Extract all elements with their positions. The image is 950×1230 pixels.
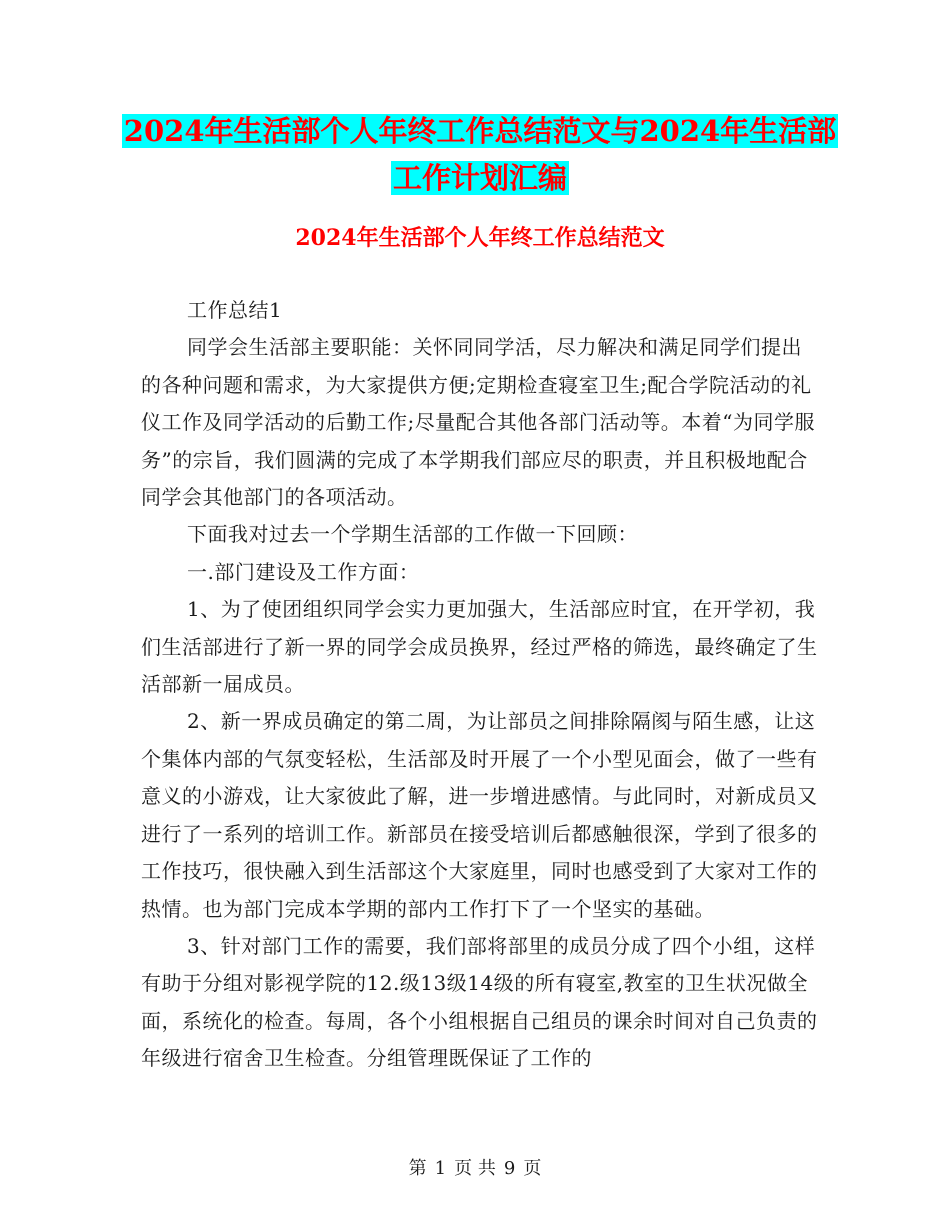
section-heading: 2024年生活部个人年终工作总结范文 [295,225,665,251]
total-pages: 9 [503,1158,516,1179]
title-line-1: 2024年生活部个人年终工作总结范文与2024年生活部 [123,114,837,148]
footer-label-page: 第 [408,1158,427,1179]
document-body [141,292,821,1078]
page-number: 1 [434,1158,447,1179]
paragraph: 一.部门建设及工作方面： [187,559,420,584]
paragraph: 同学会生活部主要职能：关怀同同学活，尽力解决和满足同学们提出的各种问题和需求，为大家提供方便;定期检查寝室卫生;配合学院活动的礼仪工作及同学活动的后勤工作;尽量配合其他各部门活动等。本着“为同学服务”的宗旨，我们圆满的完成了本学期我们部应尽的职责，并且积极地配合同学会其他部门的各项活动。 [141,335,815,510]
footer-label-pages: 页 [523,1158,542,1179]
title-line-2: 工作计划汇编 [392,161,567,195]
paragraph: 2、新一界成员确定的第二周，为让部员之间排除隔阂与陌生感，让这个集体内部的气氛变轻松，生活部及时开展了一个小型见面会，做了一些有意义的小游戏，让大家彼此了解，进一步增进感情。与此同时，对新成员又进行了一系列的培训工作。新部员在接受培训后都感触很深，学到了很多的工作技巧，很快融入到生活部这个大家庭里，同时也感受到了大家对工作的热情。也为部门完成本学期的部内工作打下了一个坚实的基础。 [141,709,818,921]
footer-label-of: 页 共 [454,1158,496,1179]
document-title [100,108,860,202]
paragraph: 下面我对过去一个学期生活部的工作做一下回顾： [187,522,638,547]
paragraph: 1、为了使团组织同学会实力更加强大，生活部应时宜，在开学初，我们生活部进行了新一界的同学会成员换界，经过严格的筛选，最终确定了生活部新一届成员。 [141,597,818,697]
paragraph: 3、针对部门工作的需要，我们部将部里的成员分成了四个小组，这样有助于分组对影视学院的12.级13级14级的所有寝室,教室的卫生状况做全面，系统化的检查。每周，各个小组根据自己组员的课余时间对自己负责的年级进行宿舍卫生检查。分组管理既保证了工作的 [141,933,818,1071]
paragraph-heading: 工作总结1 [187,298,283,322]
page-footer [0,1154,950,1180]
